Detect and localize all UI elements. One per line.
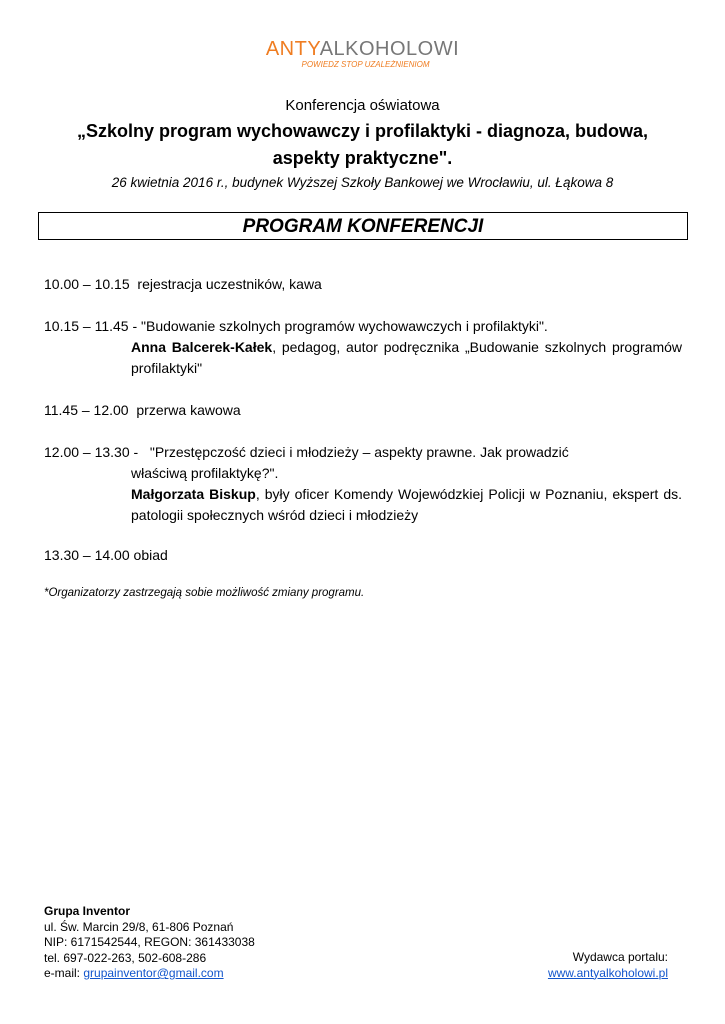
publisher-info: [548, 950, 668, 981]
schedule-text: obiad: [133, 547, 168, 563]
conference-date-location: 26 kwietnia 2016 r., budynek Wyższej Szkoły Bankowej we Wrocławiu, ul. Łąkowa 8: [111, 175, 614, 190]
speaker-name: Anna Balcerek-Kałek: [131, 339, 273, 355]
schedule-text: rejestracja uczestników, kawa: [137, 276, 322, 292]
program-heading: PROGRAM KONFERENCJI: [38, 212, 688, 240]
logo-wordmark: ANTYALKOHOLOWI: [265, 38, 460, 60]
schedule-time: 10.00 – 10.15: [44, 276, 130, 292]
schedule-time: 13.30 – 14.00: [44, 547, 130, 563]
schedule-time: 12.00 – 13.30 -: [44, 444, 139, 460]
schedule-item: [44, 545, 682, 566]
schedule-text-continued: właściwą profilaktykę?".: [131, 465, 279, 481]
publisher-link[interactable]: www.antyalkoholowi.pl: [547, 965, 668, 980]
schedule-text: przerwa kawowa: [136, 402, 241, 418]
speaker-description: , pedagog, autor podręcznika „Budowanie szkolnych programów profilaktyki": [131, 339, 682, 376]
organizer-ids: NIP: 6171542544, REGON: 361433038: [44, 935, 255, 949]
organizer-address: ul. Św. Marcin 29/8, 61-806 Poznań: [44, 919, 234, 934]
speaker-description: , były oficer Komendy Wojewódzkiej Policji w Poznaniu, ekspert ds. patologii społecznych wśród dzieci i młodzieży: [131, 486, 682, 523]
program-change-note: *Organizatorzy zastrzegają sobie możliwość zmiany programu.: [44, 587, 365, 599]
organizer-phone: tel. 697-022-263, 502-608-286: [44, 950, 207, 965]
email-link[interactable]: grupainventor@gmail.com: [83, 966, 224, 980]
schedule-item: [44, 274, 682, 295]
schedule-time: 10.15 – 11.45: [44, 318, 129, 334]
logo: [0, 38, 725, 70]
conference-title: „Szkolny program wychowawczy i profilaktyki - diagnoza, budowa, aspekty praktyczne".: [76, 121, 649, 168]
publisher-label: Wydawca portalu:: [572, 950, 668, 964]
schedule-item: [44, 442, 682, 526]
schedule-text: "Przestępczość dzieci i młodzieży – aspekty prawne. Jak prowadzić: [149, 444, 569, 460]
email-label: e-mail:: [44, 966, 84, 980]
organizer-contact: [44, 904, 255, 982]
schedule-text: - "Budowanie szkolnych programów wychowawczych i profilaktyki".: [128, 318, 548, 334]
schedule-item: [44, 316, 682, 379]
conference-type: Konferencja oświatowa: [285, 97, 440, 114]
logo-tagline: POWIEDZ STOP UZALEŻNIENIOM: [301, 60, 430, 69]
organizer-name: Grupa Inventor: [44, 904, 131, 918]
schedule-time: 11.45 – 12.00: [44, 402, 129, 418]
speaker-name: Małgorzata Biskup: [131, 486, 256, 502]
schedule-item: [44, 400, 682, 421]
conference-header: [20, 96, 705, 192]
